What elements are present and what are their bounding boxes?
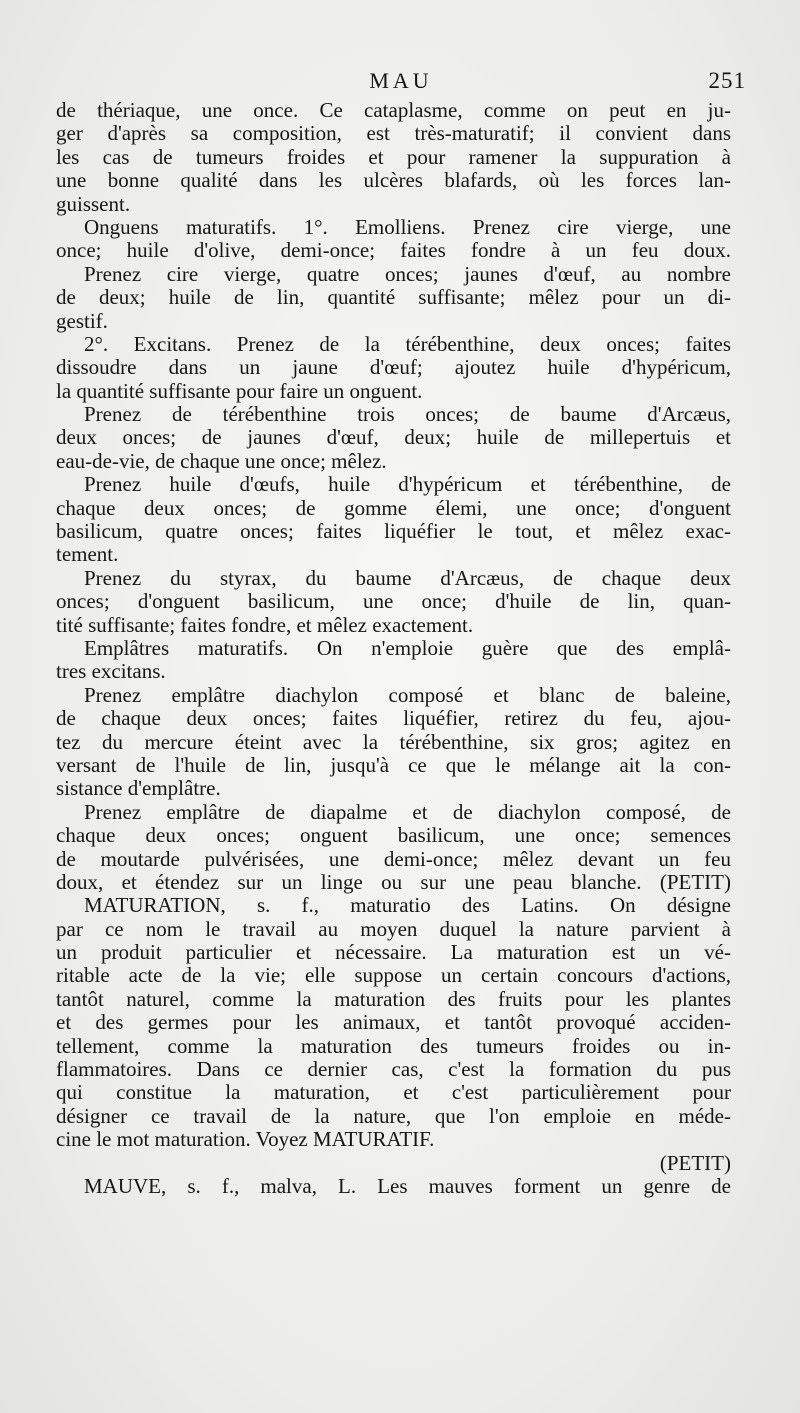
text-line: tement. [56,542,119,567]
text-line: dissoudre dans un jaune d'œuf; ajoutez huile d'hypéricum, [56,355,731,380]
text-line: deux onces; de jaunes d'œuf, deux; huile de millepertuis et [56,425,731,450]
text-line: tité suffisante; faites fondre, et mêlez exactement. [56,612,474,637]
text-line: Prenez cire vierge, quatre onces; jaunes d'œuf, au nombre [84,261,731,286]
text-line: guissent. [56,191,131,216]
text-line: MATURATION, s. f., maturatio des Latins. On désigne [84,893,731,918]
text-line: la quantité suffisante pour faire un onguent. [56,378,423,403]
text-line: ger d'après sa composition, est très-maturatif; il convient dans [56,121,731,146]
text-line: Onguens maturatifs. 1°. Emolliens. Prenez cire vierge, une [84,214,731,239]
running-head: MAU [369,68,433,93]
text-line: de chaque deux onces; faites liquéfier, retirez du feu, ajou- [56,706,731,731]
text-line: les cas de tumeurs froides et pour ramener la suppuration à [56,144,731,169]
text-line: chaque deux onces; onguent basilicum, une once; semences [56,823,731,848]
text-line: tez du mercure éteint avec la térébenthine, six gros; agitez en [56,729,731,754]
page-number: 251 [708,68,746,93]
text-line: eau-de-vie, de chaque une once; mêlez. [56,448,387,473]
text-line: qui constitue la maturation, et c'est particulièrement pour [56,1080,731,1105]
text-line: onces; d'onguent basilicum, une once; d'huile de lin, quan- [56,589,731,614]
text-line: (PETIT) [659,1150,731,1175]
text-line: gestif. [56,308,108,333]
text-line: désigner ce travail de la nature, que l'on emploie en méde- [56,1103,731,1128]
text-line: ritable acte de la vie; elle suppose un certain concours d'actions, [56,963,731,988]
page-header [56,66,746,96]
text-line: basilicum, quatre onces; faites liquéfier le tout, et mêlez exac- [56,519,731,544]
text-line: cine le mot maturation. Voyez MATURATIF. [56,1127,435,1152]
text-line: Prenez emplâtre de diapalme et de diachylon composé, de [84,799,731,824]
text-line: sistance d'emplâtre. [56,776,221,801]
text-line: par ce nom le travail au moyen duquel la nature parvient à [56,916,731,941]
text-line: de thériaque, une once. Ce cataplasme, comme on peut en ju- [56,98,731,122]
text-line: versant de l'huile de lin, jusqu'à ce que le mélange ait la con- [56,752,731,777]
text-line: de deux; huile de lin, quantité suffisante; mêlez pour un di- [56,285,731,310]
body-text [56,99,731,1198]
text-line: Emplâtres maturatifs. On n'emploie guère que des emplâ- [84,635,731,660]
text-line: Prenez du styrax, du baume d'Arcæus, de chaque deux [84,565,731,590]
text-line: flammatoires. Dans ce dernier cas, c'est la formation du pus [56,1057,731,1082]
text-line: une bonne qualité dans les ulcères blafards, où les forces lan- [56,168,731,193]
text-line: Prenez de térébenthine trois onces; de baume d'Arcæus, [84,402,731,427]
text-line: doux, et étendez sur un linge ou sur une peau blanche. (PETIT) [56,869,731,894]
text-line: Prenez huile d'œufs, huile d'hypéricum et térébenthine, de [84,472,731,497]
text-line: Prenez emplâtre diachylon composé et blanc de baleine, [84,682,731,707]
text-line: once; huile d'olive, demi-once; faites fondre à un feu doux. [56,238,731,263]
text-line: MAUVE, s. f., malva, L. Les mauves forment un genre de [84,1173,731,1198]
text-line: un produit particulier et nécessaire. La maturation est un vé- [56,940,731,965]
text-line: 2°. Excitans. Prenez de la térébenthine, deux onces; faites [84,331,731,356]
text-line: tantôt naturel, comme la maturation des fruits pour les plantes [56,986,731,1011]
text-line: chaque deux onces; de gomme élemi, une once; d'onguent [56,495,731,520]
text-line: tellement, comme la maturation des tumeurs froides ou in- [56,1033,731,1058]
text-line: tres excitans. [56,659,166,684]
text-line: et des germes pour les animaux, et tantôt provoqué acciden- [56,1010,731,1035]
text-line: de moutarde pulvérisées, une demi-once; mêlez devant un feu [56,846,731,871]
